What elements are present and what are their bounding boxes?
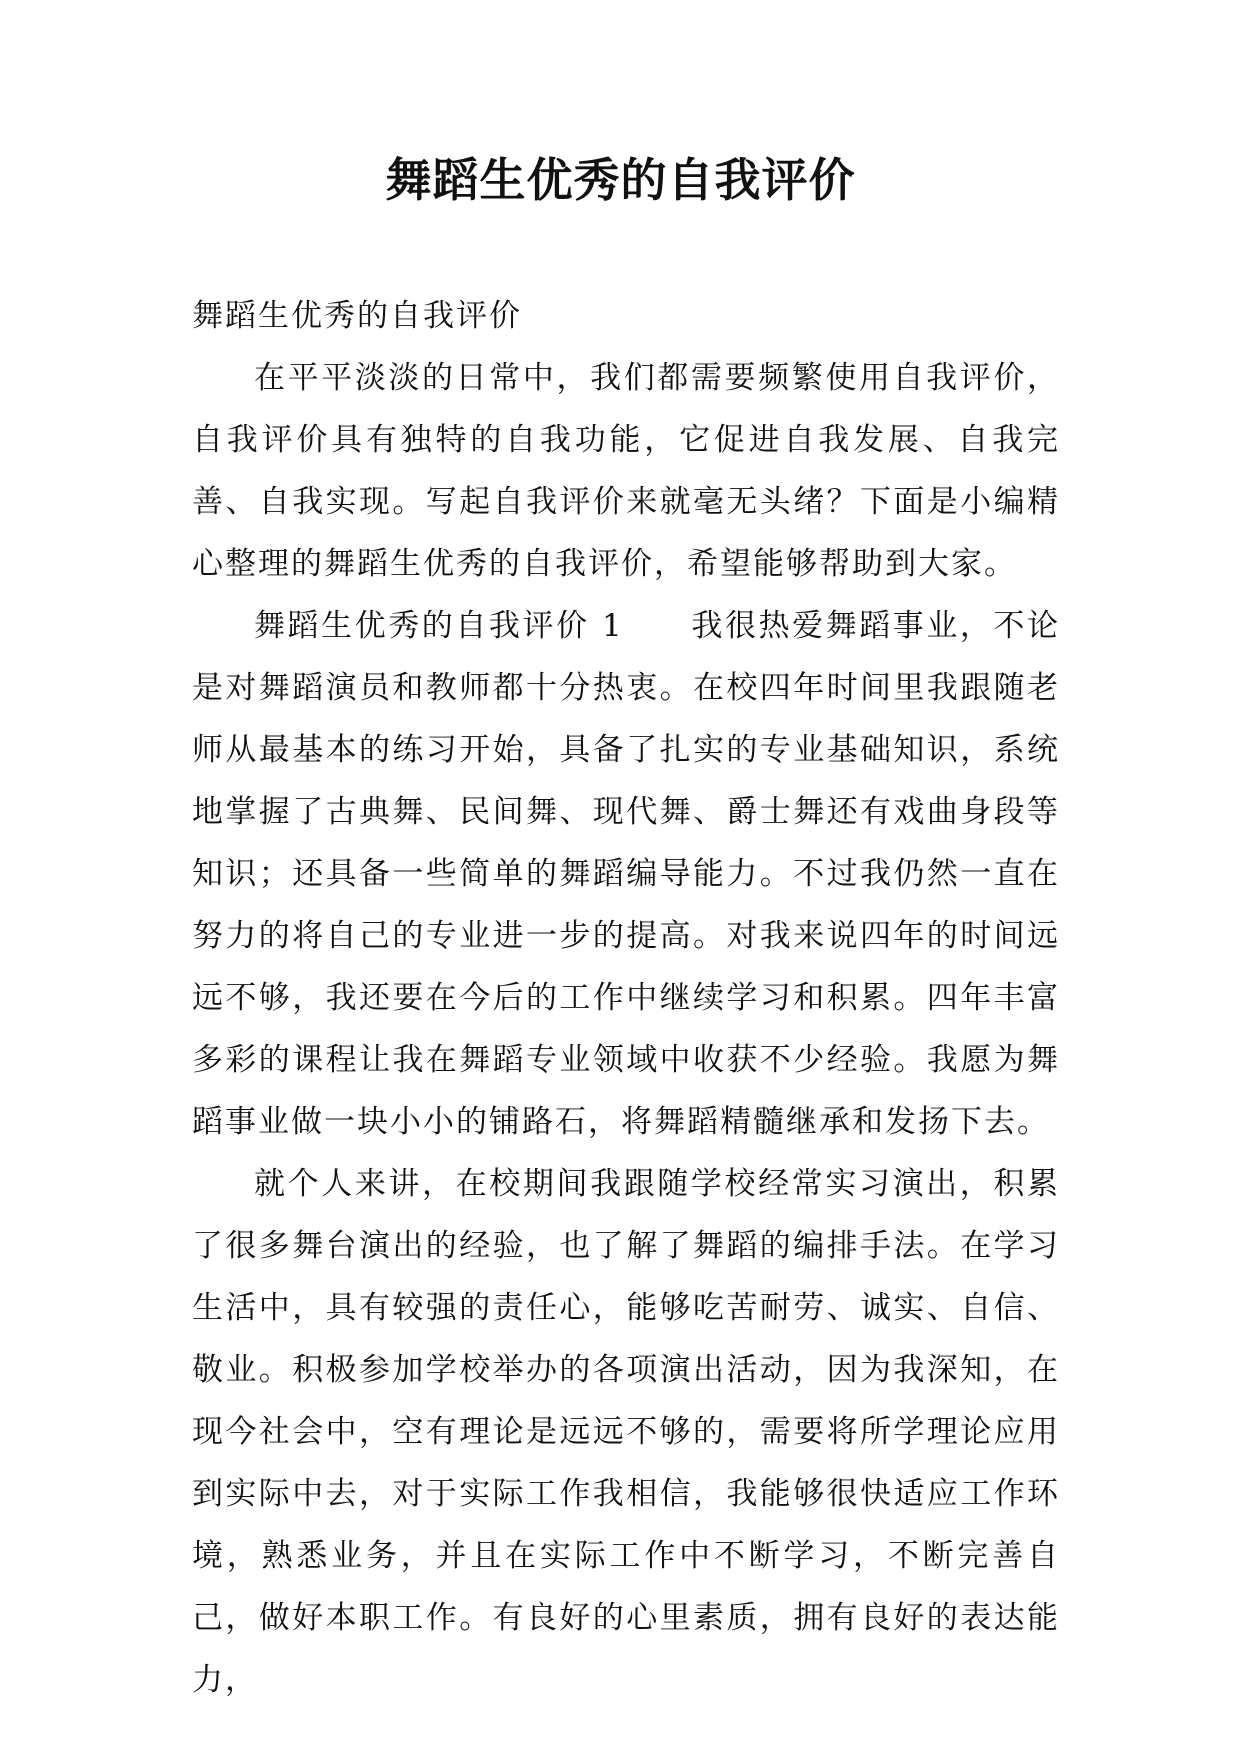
document-body: [192, 285, 1060, 1711]
intro-paragraph: 在平平淡淡的日常中，我们都需要频繁使用自我评价，自我评价具有独特的自我功能，它促进自我发展、自我完善、自我实现。写起自我评价来就毫无头绪？下面是小编精心整理的舞蹈生优秀的自我评价，希望能够帮助到大家。: [192, 360, 1060, 582]
subtitle-paragraph: 舞蹈生优秀的自我评价: [192, 298, 522, 334]
body-paragraph: 就个人来讲，在校期间我跟随学校经常实习演出，积累了很多舞台演出的经验，也了解了舞蹈的编排手法。在学习生活中，具有较强的责任心，能够吃苦耐劳、诚实、自信、敬业。积极参加学校举办的各项演出活动，因为我深知，在现今社会中，空有理论是远远不够的，需要将所学理论应用到实际中去，对于实际工作我相信，我能够很快适应工作环境，熟悉业务，并且在实际工作中不断学习，不断完善自己，做好本职工作。有良好的心里素质，拥有良好的表达能力，: [192, 1166, 1060, 1698]
body-paragraph: 舞蹈生优秀的自我评价 1 我很热爱舞蹈事业，不论是对舞蹈演员和教师都十分热衷。在校四年时间里我跟随老师从最基本的练习开始，具备了扎实的专业基础知识，系统地掌握了古典舞、民间舞、现代舞、爵士舞还有戏曲身段等知识；还具备一些简单的舞蹈编导能力。不过我仍然一直在努力的将自己的专业进一步的提高。对我来说四年的时间远远不够，我还要在今后的工作中继续学习和积累。四年丰富多彩的课程让我在舞蹈专业领域中收获不少经验。我愿为舞蹈事业做一块小小的铺路石，将舞蹈精髓继承和发扬下去。: [192, 608, 1060, 1140]
document-title: 舞蹈生优秀的自我评价: [385, 153, 856, 207]
